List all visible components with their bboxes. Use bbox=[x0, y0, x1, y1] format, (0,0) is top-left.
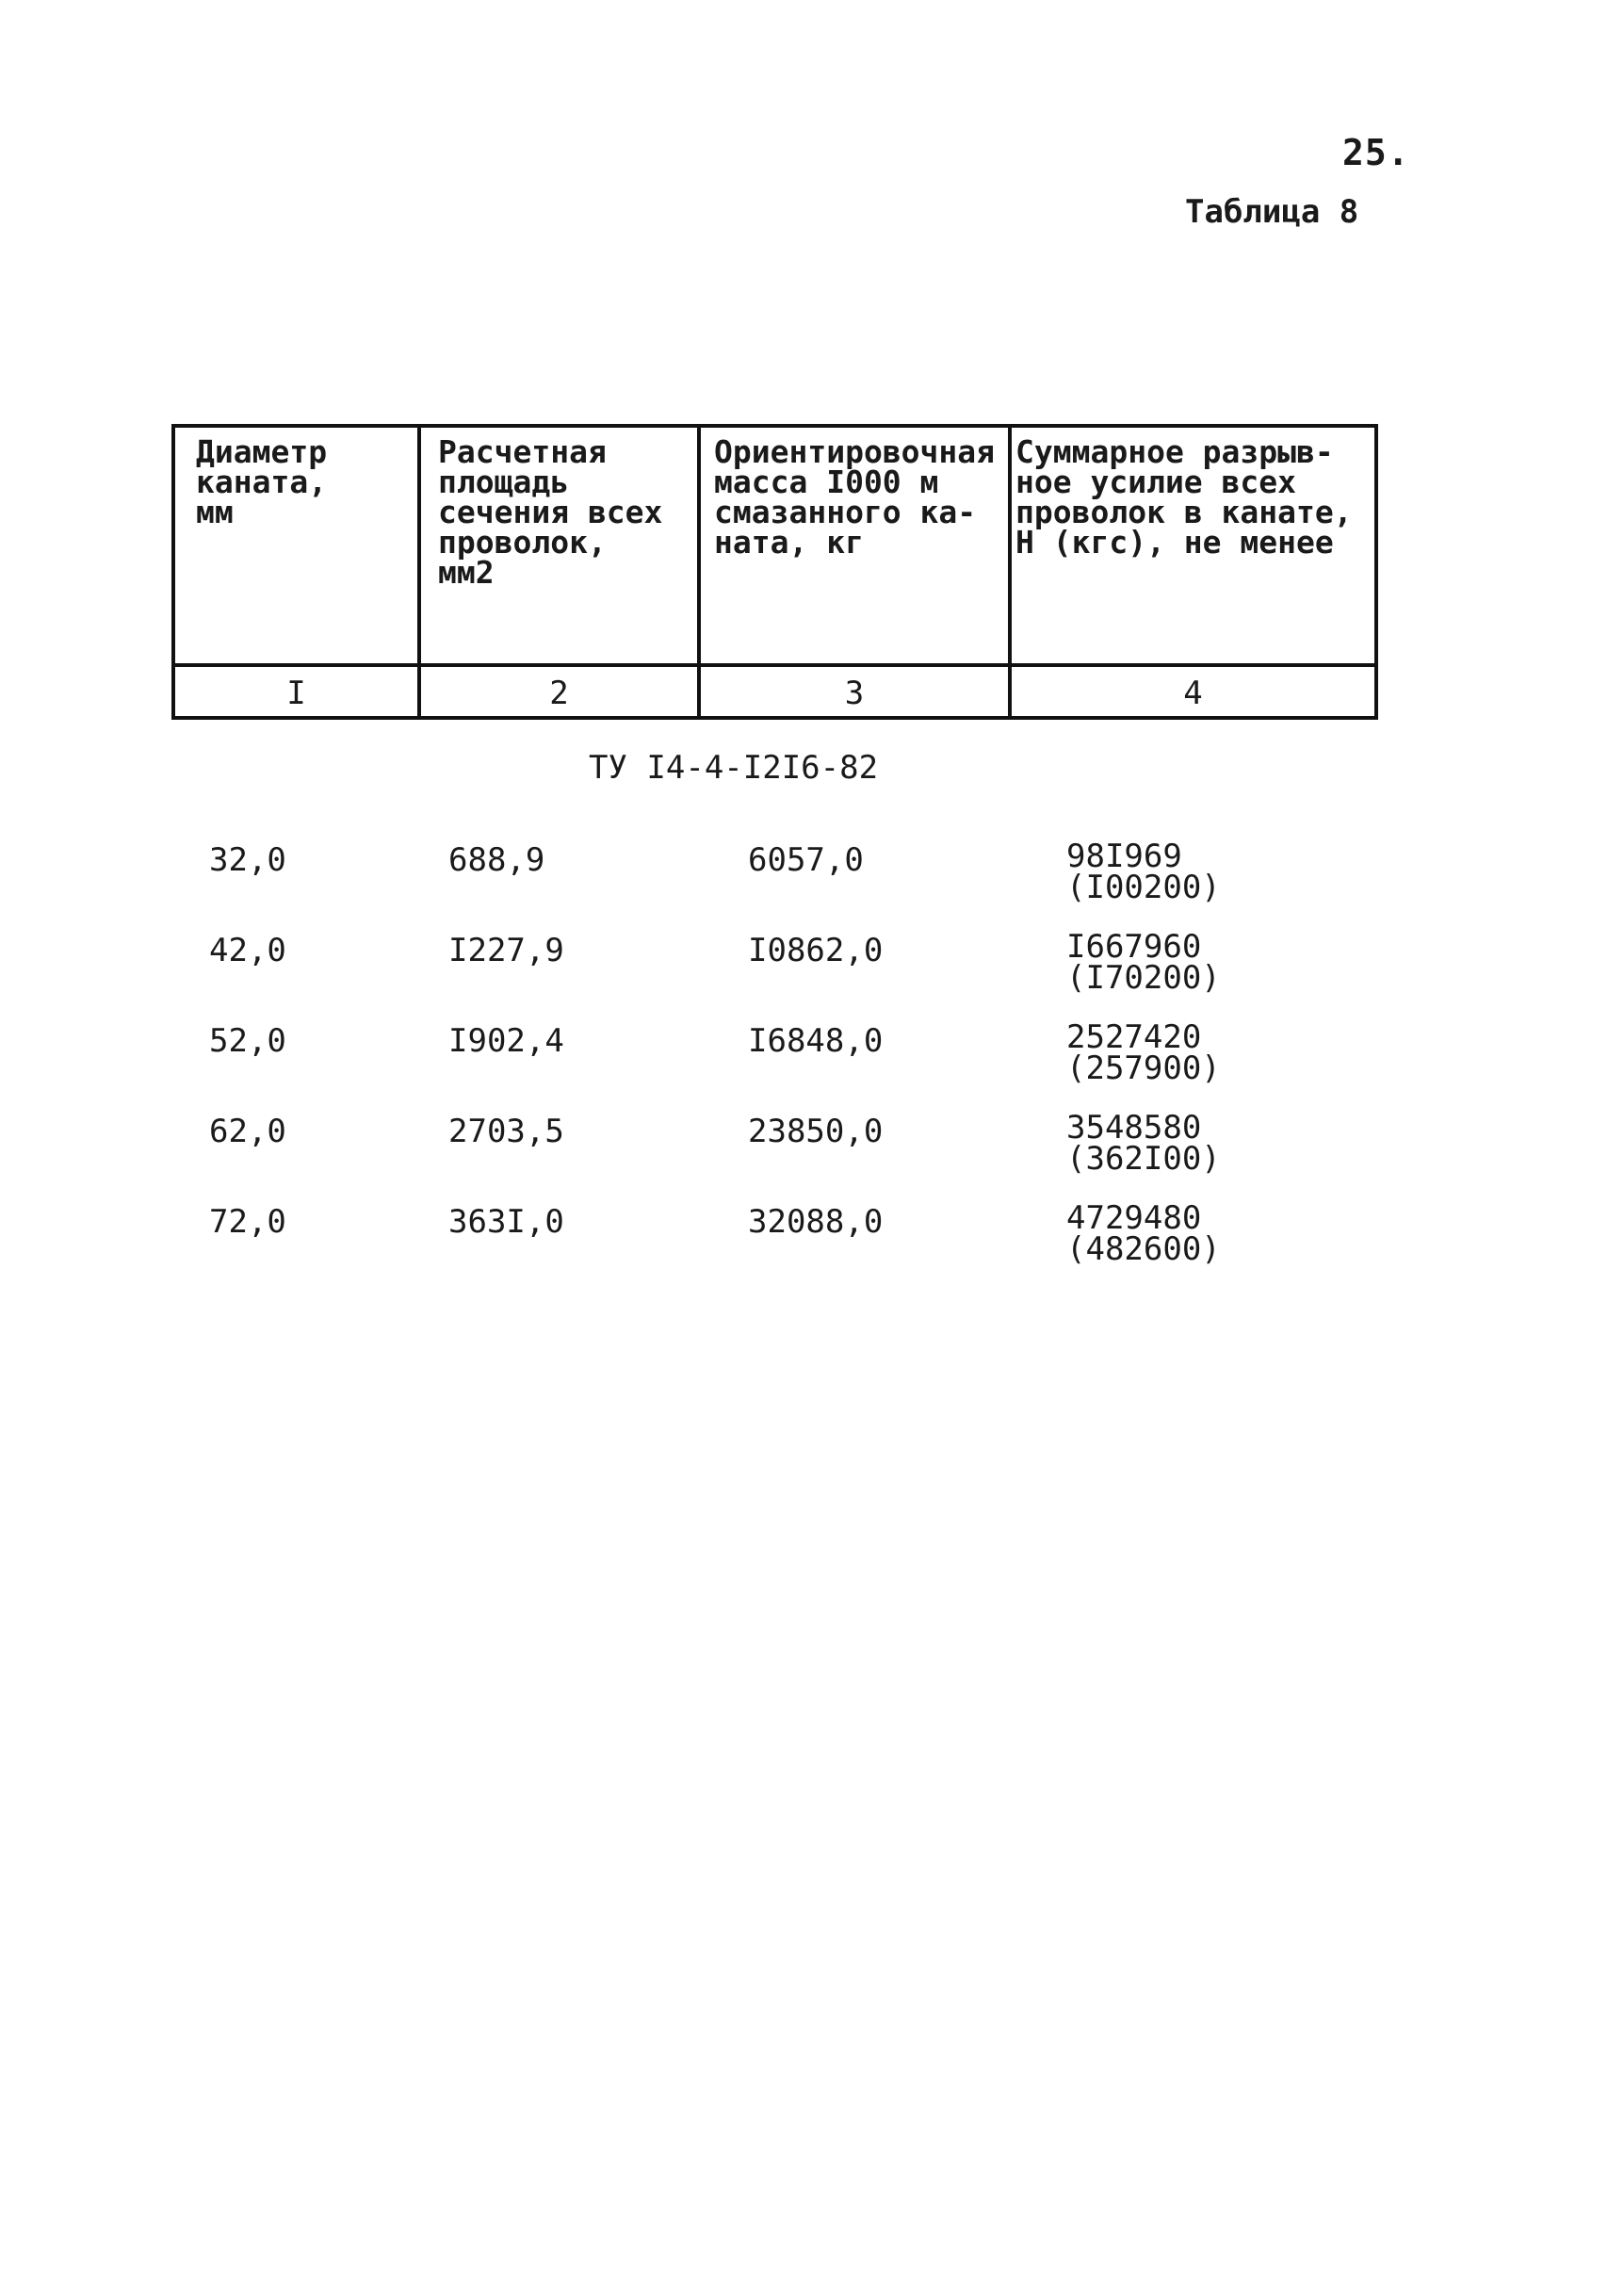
header-caption-diameter: Диаметр каната, мм bbox=[196, 433, 328, 530]
cell-area: 688,9 bbox=[448, 841, 545, 879]
column-number-text: 4 bbox=[1183, 675, 1203, 712]
column-number-text: 2 bbox=[549, 675, 569, 712]
cell-mass: I0862,0 bbox=[748, 932, 884, 969]
table-header bbox=[171, 424, 1378, 720]
header-cell-area bbox=[421, 428, 701, 663]
cell-diameter: 42,0 bbox=[209, 932, 286, 969]
table-title: Таблица 8 bbox=[1185, 193, 1359, 231]
header-cell-mass bbox=[701, 428, 1012, 663]
cell-force: I667960 (I70200) bbox=[1066, 928, 1221, 997]
cell-diameter: 52,0 bbox=[209, 1022, 286, 1060]
cell-force: 4729480 (482600) bbox=[1066, 1199, 1221, 1268]
cell-force: 2527420 (257900) bbox=[1066, 1018, 1221, 1087]
column-number-text: 3 bbox=[844, 675, 865, 712]
column-number-3 bbox=[701, 667, 1012, 716]
cell-diameter: 72,0 bbox=[209, 1203, 286, 1241]
table-row bbox=[0, 928, 1624, 1007]
column-number-1 bbox=[175, 667, 421, 716]
table-row bbox=[0, 1199, 1624, 1278]
cell-area: I902,4 bbox=[448, 1022, 564, 1060]
page-number: 25. bbox=[1342, 132, 1410, 173]
cell-mass: I6848,0 bbox=[748, 1022, 884, 1060]
cell-area: 2703,5 bbox=[448, 1113, 564, 1150]
cell-area: 363I,0 bbox=[448, 1203, 564, 1241]
header-caption-area: Расчетная площадь сечения всех проволок, мм2 bbox=[438, 433, 663, 591]
header-captions-row bbox=[175, 428, 1374, 663]
header-caption-force: Суммарное разрыв- ное усилие всех проволок в канате, Н (кгс), не менее bbox=[1015, 433, 1353, 561]
table-row bbox=[0, 1109, 1624, 1188]
cell-mass: 32088,0 bbox=[748, 1203, 884, 1241]
header-caption-mass: Ориентировочная масса I000 м смазанного ка- ната, кг bbox=[714, 433, 996, 561]
cell-mass: 23850,0 bbox=[748, 1113, 884, 1150]
table-row bbox=[0, 1018, 1624, 1098]
cell-diameter: 32,0 bbox=[209, 841, 286, 879]
header-numbers-row bbox=[175, 663, 1374, 716]
standard-reference: ТУ I4-4-I2I6-82 bbox=[589, 749, 879, 787]
column-number-2 bbox=[421, 667, 701, 716]
cell-mass: 6057,0 bbox=[748, 841, 864, 879]
column-number-4 bbox=[1012, 667, 1374, 716]
header-cell-diameter bbox=[175, 428, 421, 663]
cell-force: 98I969 (I00200) bbox=[1066, 838, 1221, 906]
table-row bbox=[0, 838, 1624, 917]
column-number-text: I bbox=[286, 675, 306, 712]
cell-diameter: 62,0 bbox=[209, 1113, 286, 1150]
cell-area: I227,9 bbox=[448, 932, 564, 969]
header-cell-force bbox=[1012, 428, 1374, 663]
cell-force: 3548580 (362I00) bbox=[1066, 1109, 1221, 1178]
